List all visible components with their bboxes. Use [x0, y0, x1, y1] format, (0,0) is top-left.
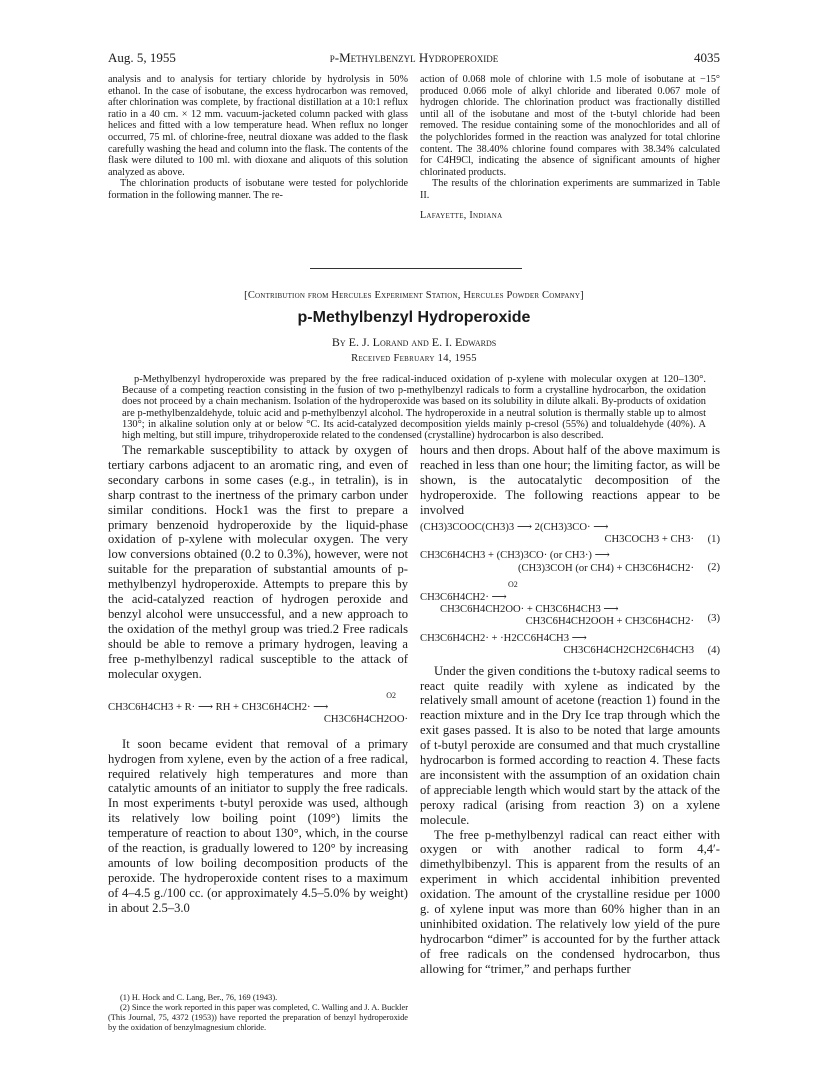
reaction-3-line-c: CH3C6H4CH2OOH + CH3C6H4CH2·: [525, 616, 694, 628]
reaction-3-number: (3): [707, 613, 720, 625]
footnotes: [108, 993, 408, 1033]
running-head-date: Aug. 5, 1955: [108, 50, 176, 65]
reaction-3-o2-label: O2: [508, 580, 518, 590]
reaction-2-number: (2): [707, 562, 720, 574]
reaction-4-number: (4): [707, 644, 720, 656]
reaction-1: [420, 522, 720, 547]
equation-line-2: CH3C6H4CH2OO·: [323, 714, 408, 726]
equation-radical-attack: [108, 690, 408, 727]
main-left-column: [108, 443, 408, 916]
reaction-1-line-b: CH3COCH3 + CH3·: [604, 533, 694, 545]
right-paragraph-3: The free p-methylbenzyl radical can react either with oxygen or with another radical to form 4,4′-dimethylbibenzyl. This is apparent from the results of an experiment in which accidental inhibition prevented oxidation. The amount of the crystalline residue per 1000 g. of xylene input was more than 60% higher than in an uninhibited oxidation. The relatively low yield of the pure hydrocarbon “dimer” is accounted for by the further attack of free radicals on the condensed hydrocarbon, thus allowing for “trimer,” and perhaps further: [420, 827, 720, 976]
running-head-title: p-Methylbenzyl Hydroperoxide: [329, 50, 499, 65]
reaction-2-line-a: CH3C6H4CH3 + (CH3)3CO· (or CH3·) ⟶: [420, 550, 610, 562]
contribution-line: [Contribution from Hercules Experiment Station, Hercules Powder Company]: [244, 290, 584, 301]
reaction-3-line-a: CH3C6H4CH2· ⟶: [420, 591, 507, 603]
previous-article-continuation: [108, 74, 720, 250]
page-number: 4035: [694, 50, 720, 65]
reaction-2: [420, 550, 720, 575]
left-paragraph-1: The remarkable susceptibility to attack by oxygen of tertiary carbons adjacent to an aromatic ring, and even of secondary carbons in some cases (e.g., in tetralin), is in sharp contrast to the inertness of the primary carbon under similar conditions. Hock1 was the first to prepare a primary benzenoid hydroperoxide by the liquid-phase oxidation of p-xylene with molecular oxygen. The very low conversions obtained (0.2 to 0.3%), however, were not suitable for the preparation of substantial amounts of p-methylbenzyl hydroperoxide. Attempts to prepare this by the acid-catalyzed reaction of hydrogen peroxide and benzyl alcohol were unsuccessful, and a new approach to the oxidation of the methyl group was tried.2 Free radicals should be able to remove a primary hydrogen, leaving a free p-methylbenzyl radical susceptible to the attack of molecular oxygen.: [108, 443, 408, 681]
abstract: p-Methylbenzyl hydroperoxide was prepared by the free radical-induced oxidation of p-xylene with molecular oxygen at 120–130°. Because of a competing reaction consisting in the fusion of two p-methylbenzyl radicals to form a crystalline hydrocarbon, the oxidation does not proceed by a chain mechanism. Isolation of the hydroperoxide was based on its solubility in dilute alkali. By-products of oxidation are p-methylbenzaldehyde, toluic acid and p-methylbenzyl alcohol. The hydroperoxide in a neutral solution is thermally stable up to almost 130°; in alkaline solution only at or below °C. Its acid-catalyzed decomposition yields mainly p-cresol (55%) and tolualdehyde (40%). A high melting, but still impure, trihydroperoxide related to the condensed (crystalline) hydrocarbon is also described.: [122, 374, 706, 442]
reaction-1-number: (1): [707, 533, 720, 545]
received-date: Received February 14, 1955: [351, 353, 477, 364]
equation-line-1: CH3C6H4CH3 + R· ⟶ RH + CH3C6H4CH2· ⟶: [108, 701, 329, 713]
reaction-3: [420, 579, 720, 629]
author-2: E. I. Edwards: [431, 335, 497, 349]
reaction-4-line-a: CH3C6H4CH2· + ·H2CC6H4CH3 ⟶: [420, 632, 587, 644]
top-right-paragraph-1: action of 0.068 mole of chlorine with 1.5 mole of isobutane at −15° produced 0.066 mole of alkyl chloride and liberated 0.067 mole of hydrogen chloride. The chlorination product was fractionally distilled until all of the isobutane and most of the t-butyl chloride had been removed. The residue containing some of the monochlorides and all of the polychlorides formed in the reaction was analyzed for total chlorine content. The 38.40% chlorine found compares with 38.34% calculated for C4H9Cl, indicating the absence of significant amounts of higher chlorinated products.: [420, 74, 720, 178]
article-title: p-Methylbenzyl Hydroperoxide: [297, 309, 531, 326]
by-label: By: [331, 335, 346, 349]
top-left-paragraph-2: The chlorination products of isobutane were tested for polychloride formation in the following manner. The re-: [108, 178, 408, 201]
right-paragraph-1: hours and then drops. About half of the above maximum is reached in less than one hour; the limiting factor, as will be shown, is the autocatalytic decomposition of the hydroperoxide. The following reactions appear to be involved: [420, 443, 720, 517]
footnote-2: (2) Since the work reported in this paper was completed, C. Walling and J. A. Buckler (This Journal, 75, 4372 (1953)) have reported the preparation of benzyl hydroperoxide by the oxidation of benzylmagnesium chloride.: [108, 1003, 408, 1032]
main-right-column: [420, 443, 720, 977]
equation-o2-label: O2: [386, 690, 396, 700]
and-label: and: [411, 335, 429, 349]
running-head: [108, 50, 720, 66]
left-paragraph-2: It soon became evident that removal of a primary hydrogen from xylene, even by the action of a free radical, required relatively high temperatures and more than catalytic amounts of an initiator to supply the free radicals. In most experiments t-butyl peroxide was used, although its relatively low boiling point (109°) limits the temperature of reaction to about 130°, which, in the course of the reaction, is gradually lowered to 120° by increasing amounts of low boiling decomposition products of the peroxide. The hydroperoxide content rises to a maximum of 4–4.5 g./100 cc. (or approximately 4.5–5.0% by weight) in about 2.5–3.0: [108, 736, 408, 915]
reaction-3-line-b: CH3C6H4CH2OO· + CH3C6H4CH3 ⟶: [440, 603, 619, 615]
top-left-column: [108, 74, 408, 202]
top-right-paragraph-2: The results of the chlorination experiments are summarized in Table II.: [420, 178, 720, 201]
reaction-1-line-a: (CH3)3COOC(CH3)3 ⟶ 2(CH3)3CO· ⟶: [420, 521, 609, 533]
right-paragraph-2: Under the given conditions the t-butoxy radical seems to react quite readily with xylene as indicated by the relatively small amount of acetone (reaction 1) found in the reaction mixture and in the Dry Ice trap through which the exit gases passed. It is also to be noted that large amounts of t-butyl peroxide are consumed and that much crystalline hydrocarbon is formed according to reaction 4. These facts are inconsistent with the assumption of an oxidation chain of appreciable length which would start by the attack of the peroxy radical (arising from reaction 3) on a xylene molecule.: [420, 663, 720, 827]
author-1: E. J. Lorand: [348, 335, 409, 349]
reaction-2-line-b: (CH3)3COH (or CH4) + CH3C6H4CH2·: [517, 562, 694, 574]
section-divider: [310, 268, 522, 269]
reaction-4: [420, 633, 720, 658]
reaction-4-line-b: CH3C6H4CH2CH2C6H4CH3: [563, 645, 694, 657]
footnote-1: (1) H. Hock and C. Lang, Ber., 76, 169 (1943).: [120, 993, 278, 1002]
author-line: [108, 335, 720, 350]
affiliation: Lafayette, Indiana: [420, 209, 503, 221]
top-left-paragraph-1: analysis and to analysis for tertiary chloride by hydrolysis in 50% ethanol. In the case of isobutane, the excess hydrocarbon was removed, after chlorination was complete, by fractional distillation at a 10:1 reflux ratio in a 40 cm. × 12 mm. vacuum-jacketed column packed with glass helices and fitted with a low temperature head. When reflux no longer occurred, 75 ml. of chlorine-free, neutral dioxane was added to the flask carefully washing the head and column into the flask. The contents of the flask were diluted to 100 ml. with dioxane and aliquots of this solution analyzed as above.: [108, 74, 408, 178]
top-right-column: [420, 74, 720, 221]
